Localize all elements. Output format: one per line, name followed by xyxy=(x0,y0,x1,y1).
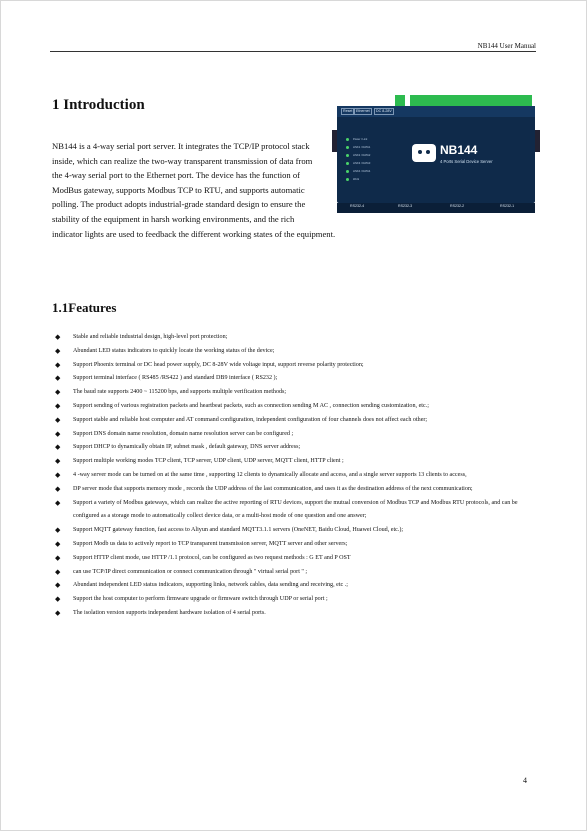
feature-item: ◆ Support Phoenix terminal or DC head power supply, DC 8-28V wide voltage input, support reverse polarity protection; xyxy=(52,359,537,373)
feature-item: ◆ Support multiple working modes TCP client, TCP server, UDP client, UDP server, MQTT client, HTTP client ; xyxy=(52,455,537,469)
diamond-bullet-icon: ◆ xyxy=(55,429,61,438)
diamond-bullet-icon: ◆ xyxy=(55,553,61,562)
port-label: RS232-3 xyxy=(398,204,413,208)
diamond-bullet-icon: ◆ xyxy=(55,526,61,535)
feature-item: ◆ Abundant independent LED status indicators, supporting links, network cables, data sending and receiving, etc .; xyxy=(52,579,537,593)
led-indicator: LINK3 / DATA3 xyxy=(346,159,370,167)
feature-item: ◆ Support DHCP to dynamically obtain IP, subnet mask , default gateway, DNS server address; xyxy=(52,441,537,455)
led-indicator: LINK1 / DATA1 xyxy=(346,143,370,151)
port-label: RS232-2 xyxy=(450,204,465,208)
feature-item: ◆ The baud rate supports 2400 ~ 115200 bps, and supports multiple verification methods; xyxy=(52,386,537,400)
device-brand: NB144 xyxy=(440,143,478,157)
diamond-bullet-icon: ◆ xyxy=(55,470,61,479)
diamond-bullet-icon: ◆ xyxy=(55,608,61,617)
diamond-bullet-icon: ◆ xyxy=(55,498,61,507)
reset-tag: Reset xyxy=(343,109,353,113)
diamond-bullet-icon: ◆ xyxy=(55,415,61,424)
power-terminal xyxy=(395,95,405,106)
diamond-bullet-icon: ◆ xyxy=(55,457,61,466)
led-indicator: LINK4 / DATA4 xyxy=(346,167,370,175)
diamond-bullet-icon: ◆ xyxy=(55,595,61,604)
features-title: 1.1Features xyxy=(52,300,117,315)
intro-text: NB144 is a 4-way serial port server. It integrates the TCP/IP protocol stack inside, which can realize the two-way transparent transmission of data from the 4-way serial port to the Ethernet port. The device has the function of ModBus gateway, supports Modbus TCP to RTU, and supports automatic polling. The product adopts industrial-grade standard design to ensure the stability of the equipment in harsh working environments, and the rich indicator lights are used to feedback the different working states of the equipment. xyxy=(52,141,336,239)
diamond-bullet-icon: ◆ xyxy=(55,374,61,383)
power-tag: DC 8-28V xyxy=(376,109,392,113)
feature-item: ◆ Stable and reliable industrial design, high-level port protection; xyxy=(52,331,537,345)
diamond-bullet-icon: ◆ xyxy=(55,443,61,452)
serial-terminal-block xyxy=(410,95,532,106)
feature-item: ◆ Abundant LED status indicators to quickly locate the working status of the device; xyxy=(52,345,537,359)
port-label: RS232-1 xyxy=(500,204,515,208)
page-number: 4 xyxy=(523,776,527,785)
diamond-bullet-icon: ◆ xyxy=(55,539,61,548)
diamond-bullet-icon: ◆ xyxy=(55,484,61,493)
diamond-bullet-icon: ◆ xyxy=(55,360,61,369)
feature-item: ◆ Support stable and reliable host computer and AT command configuration, independent configuration of four channels does not affect each other; xyxy=(52,414,537,428)
led-indicator: Power / Link xyxy=(346,135,370,143)
feature-item: ◆ Support Modb us data to actively report to TCP transparent transmission server, MQTT server and other servers; xyxy=(52,538,537,552)
feature-item: ◆ can use TCP/IP direct communication or connect communication through " virtual serial port " ; xyxy=(52,566,537,580)
feature-item: ◆ Support the host computer to perform firmware upgrade or firmware switch through UDP or serial port ; xyxy=(52,593,537,607)
feature-item: ◆ DP server mode that supports memory mode , records the UDP address of the last communication, and uses it as the destination address of the next communication; xyxy=(52,483,537,497)
feature-item: ◆ Support HTTP client mode, use HTTP /1.1 protocol, can be configured as two request methods : G ET and P OST xyxy=(52,552,537,566)
device-subtitle: 4 Ports Serial Device Server xyxy=(440,159,493,164)
section-title: 1 Introduction xyxy=(52,97,145,113)
running-header: NB144 User Manual xyxy=(477,42,536,50)
feature-item: ◆ Support MQTT gateway function, fast access to Aliyun and standard MQTT3.1.1 servers (OneNET, Baidu Cloud, Huawei Cloud, etc.); xyxy=(52,524,537,538)
feature-item: ◆ Support DNS domain name resolution, domain name resolution server can be configured ; xyxy=(52,428,537,442)
led-indicator: Work xyxy=(346,175,370,183)
diamond-bullet-icon: ◆ xyxy=(55,567,61,576)
diamond-bullet-icon: ◆ xyxy=(55,581,61,590)
header-rule xyxy=(50,51,536,52)
feature-item: ◆ Support a variety of Modbus gateways, which can realize the active reporting of RTU devices, support the mutual conversion of Modbus TCP and Modbus RTU protocols, and can be configured as a storage mode to automatically collect device data, or a multi-host mode of one question and one answer; xyxy=(55,498,518,520)
diamond-bullet-icon: ◆ xyxy=(55,346,61,355)
feature-item: ◆ Support sending of various registration packets and heartbeat packets, such as connection sending M AC , connection sending customization, etc.; xyxy=(52,400,537,414)
port-label: RS232-4 xyxy=(350,204,365,208)
led-panel xyxy=(346,135,370,183)
feature-item: ◆ 4 -way server mode can be turned on at the same time , supporting 12 clients to dynamically allocate and access, and a single server supports 13 clients to access, xyxy=(52,469,537,483)
diamond-bullet-icon: ◆ xyxy=(55,333,61,341)
robot-logo-icon xyxy=(412,144,436,162)
ethernet-tag: Ethernet xyxy=(356,109,370,113)
device-image xyxy=(332,95,540,215)
diamond-bullet-icon: ◆ xyxy=(55,401,61,410)
diamond-bullet-icon: ◆ xyxy=(55,388,61,397)
features-list xyxy=(52,331,537,621)
feature-item: ◆ The isolation version supports independent hardware isolation of 4 serial ports. xyxy=(52,607,537,621)
feature-item: ◆ Support terminal interface ( RS485 /RS422 ) and standard DB9 interface ( RS232 ); xyxy=(52,372,537,386)
led-indicator: LINK2 / DATA2 xyxy=(346,151,370,159)
